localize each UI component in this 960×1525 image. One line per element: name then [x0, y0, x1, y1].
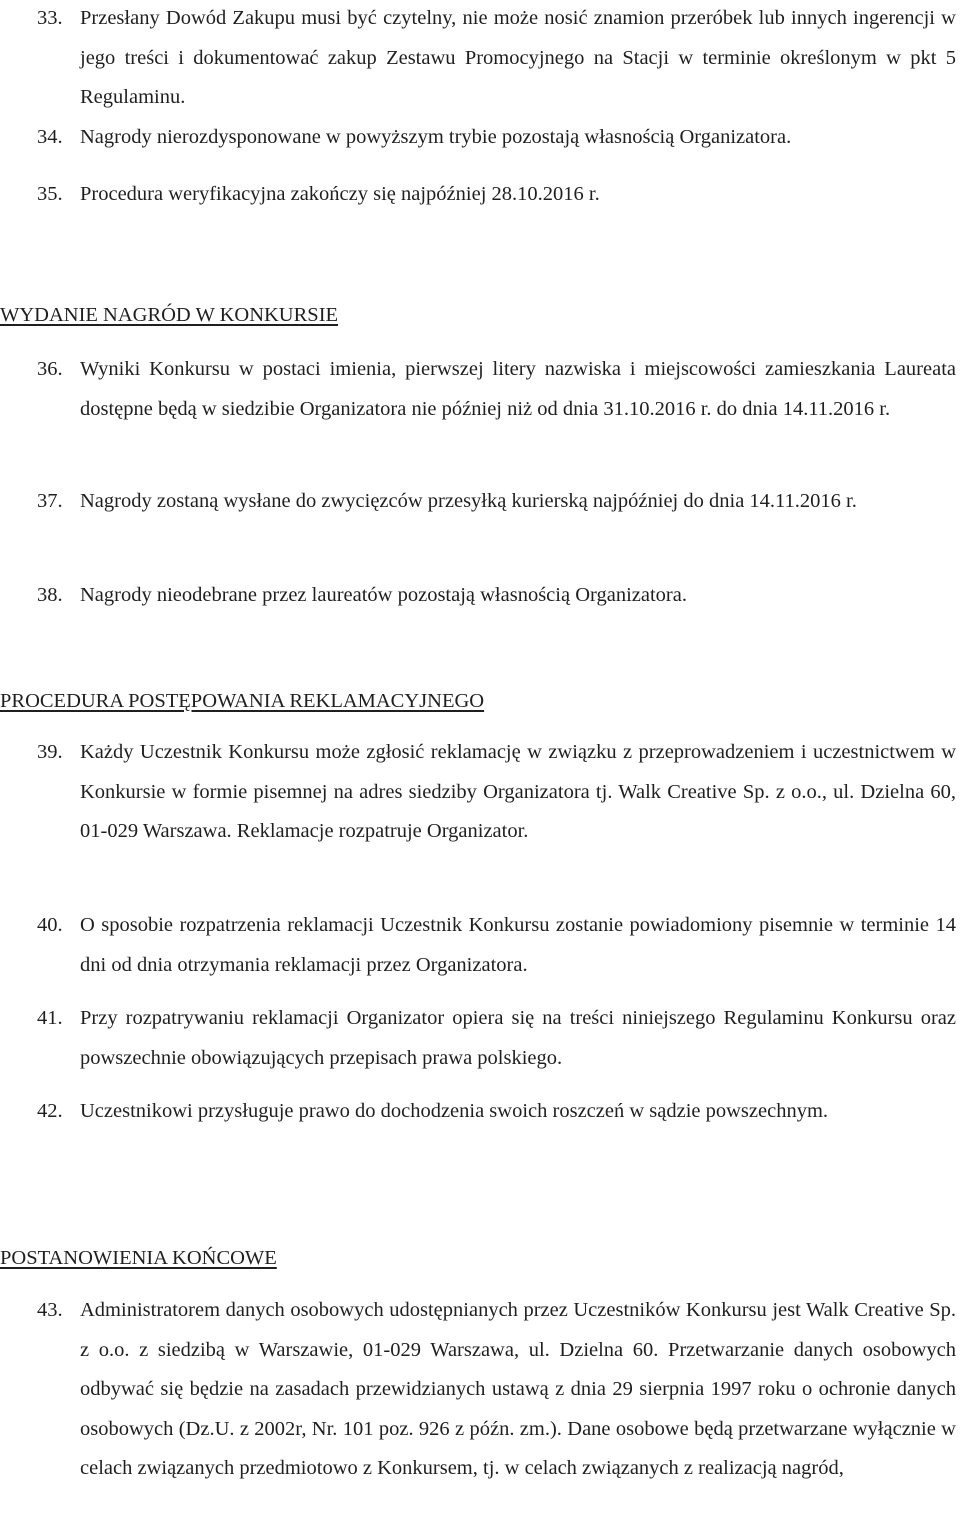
- item-number: 43.: [37, 1299, 63, 1321]
- item-text: Wyniki Konkursu w postaci imienia, pierwszej litery nazwiska i miejscowości zamieszkania Laureata dostępne będą w siedzibie Organizatora nie później niż od dnia 31.10.2016 r. do dnia 14.11.2016 r.: [80, 358, 956, 420]
- list-item: [0, 175, 956, 215]
- section-heading-complaints: PROCEDURA POSTĘPOWANIA REKLAMACYJNEGO: [0, 690, 485, 712]
- list-item: [0, 733, 956, 852]
- item-number: 41.: [37, 1007, 63, 1029]
- item-number: 36.: [37, 358, 63, 380]
- item-text: Nagrody zostaną wysłane do zwycięzców przesyłką kurierską najpóźniej do dnia 14.11.2016 r.: [80, 490, 857, 512]
- item-text: Każdy Uczestnik Konkursu może zgłosić reklamację w związku z przeprowadzeniem i uczestnictwem w Konkursie w formie pisemnej na adres siedziby Organizatora tj. Walk Creative Sp. z o.o., ul. Dzielna 60, 01-029 Warszawa. Reklamacje rozpatruje Organizator.: [80, 741, 956, 842]
- item-number: 38.: [37, 584, 63, 606]
- item-number: 33.: [37, 7, 63, 29]
- item-text: Uczestnikowi przysługuje prawo do dochodzenia swoich roszczeń w sądzie powszechnym.: [80, 1100, 829, 1122]
- item-text: Przy rozpatrywaniu reklamacji Organizator opiera się na treści niniejszego Regulaminu Konkursu oraz powszechnie obowiązujących przepisach prawa polskiego.: [80, 1007, 956, 1069]
- item-text: Przesłany Dowód Zakupu musi być czytelny, nie może nosić znamion przeróbek lub innych ingerencji w jego treści i dokumentować zakup Zestawu Promocyjnego na Stacji w terminie określonym w pkt 5 Regulaminu.: [80, 7, 956, 108]
- item-text: Nagrody nieodebrane przez laureatów pozostają własnością Organizatora.: [80, 584, 687, 606]
- item-number: 40.: [37, 914, 63, 936]
- section-heading-awards: WYDANIE NAGRÓD W KONKURSIE: [0, 304, 339, 326]
- item-number: 37.: [37, 490, 63, 512]
- item-number: 35.: [37, 183, 63, 205]
- list-item: [0, 1291, 956, 1489]
- list-item: [0, 482, 956, 522]
- list-item: [0, 906, 956, 985]
- item-number: 39.: [37, 741, 63, 763]
- item-number: 42.: [37, 1100, 63, 1122]
- item-number: 34.: [37, 126, 63, 148]
- item-text: Procedura weryfikacyjna zakończy się najpóźniej 28.10.2016 r.: [80, 183, 600, 205]
- list-item: [0, 118, 956, 158]
- list-item: [0, 999, 956, 1078]
- list-item: [0, 0, 956, 118]
- list-item: [0, 350, 956, 429]
- list-item: [0, 576, 956, 616]
- item-text: Administratorem danych osobowych udostępnianych przez Uczestników Konkursu jest Walk Creative Sp. z o.o. z siedzibą w Warszawie, 01-029 Warszawa, ul. Dzielna 60. Przetwarzanie danych osobowych odbywać się będzie na zasadach przewidzianych ustawą z dnia 29 sierpnia 1997 roku o ochronie danych osobowych (Dz.U. z 2002r, Nr. 101 poz. 926 z późn. zm.). Dane osobowe będą przetwarzane wyłącznie w celach związanych przedmiotowo z Konkursem, tj. w celach związanych z realizacją nagród,: [80, 1299, 956, 1479]
- item-text: Nagrody nierozdysponowane w powyższym trybie pozostają własnością Organizatora.: [80, 126, 792, 148]
- section-heading-final: POSTANOWIENIA KOŃCOWE: [0, 1247, 277, 1269]
- list-item: [0, 1092, 956, 1132]
- item-text: O sposobie rozpatrzenia reklamacji Uczestnik Konkursu zostanie powiadomiony pisemnie w terminie 14 dni od dnia otrzymania reklamacji przez Organizatora.: [80, 914, 956, 976]
